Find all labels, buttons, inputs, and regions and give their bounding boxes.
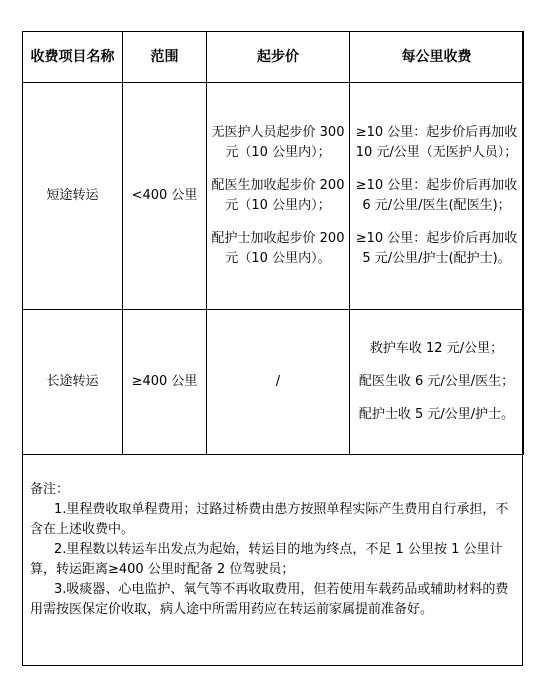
cell-range-long: ≥400 公里 [123,310,207,455]
per-km-doctor: ≥10 公里：起步价后再加收 6 元/公里/医生(配医生)； [355,178,518,213]
per-km-nurse: ≥10 公里：起步价后再加收 5 元/公里/护士(配护士)。 [355,231,518,266]
cell-start-price-short [207,83,350,310]
start-price-no-staff: 无医护人员起步价 300 元（10 公里内）； [211,125,345,160]
per-km-nurse-long: 配护士收 5 元/公里/护士。 [358,407,515,422]
table-header-row [23,32,524,83]
cell-per-km-short [350,83,524,310]
header-range: 范围 [123,32,207,83]
per-km-no-staff: ≥10 公里：起步价后再加收 10 元/公里（无医护人员）； [355,125,518,160]
note-item-1: 1.里程费收取单程费用；过路过桥费由患方按照单程实际产生费用自行承担，不含在上述收费中。 [30,502,509,537]
cell-item-short: 短途转运 [23,83,123,310]
table-row-long-transfer [23,310,524,455]
table-row-short-transfer [23,83,524,310]
notes-title: 备注： [30,482,70,497]
header-per-km: 每公里收费 [350,32,524,83]
cell-per-km-long [350,310,524,455]
cell-range-short: <400 公里 [123,83,207,310]
cell-item-long: 长途转运 [23,310,123,455]
per-km-ambulance: 救护车收 12 元/公里； [369,341,504,356]
start-price-nurse: 配护士加收起步价 200 元（10 公里内）。 [211,231,345,266]
header-item: 收费项目名称 [23,32,123,83]
note-item-3: 3.吸痰器、心电监护、氧气等不再收取费用，但若使用车载药品或辅助材料的费用需按医保定价收取，病人途中所需用药应在转运前家属提前准备好。 [30,582,509,617]
notes-section [30,480,518,620]
note-item-2: 2.里程数以转运车出发点为起始，转运目的地为终点，不足 1 公里按 1 公里计算，转运距离≥400 公里时配备 2 位驾驶员； [30,542,503,577]
header-start-price: 起步价 [207,32,350,83]
start-price-doctor: 配医生加收起步价 200 元（10 公里内）； [211,178,345,213]
cell-start-price-long: / [207,310,350,455]
per-km-doctor-long: 配医生收 6 元/公里/医生； [358,374,515,389]
fee-table [22,31,524,455]
